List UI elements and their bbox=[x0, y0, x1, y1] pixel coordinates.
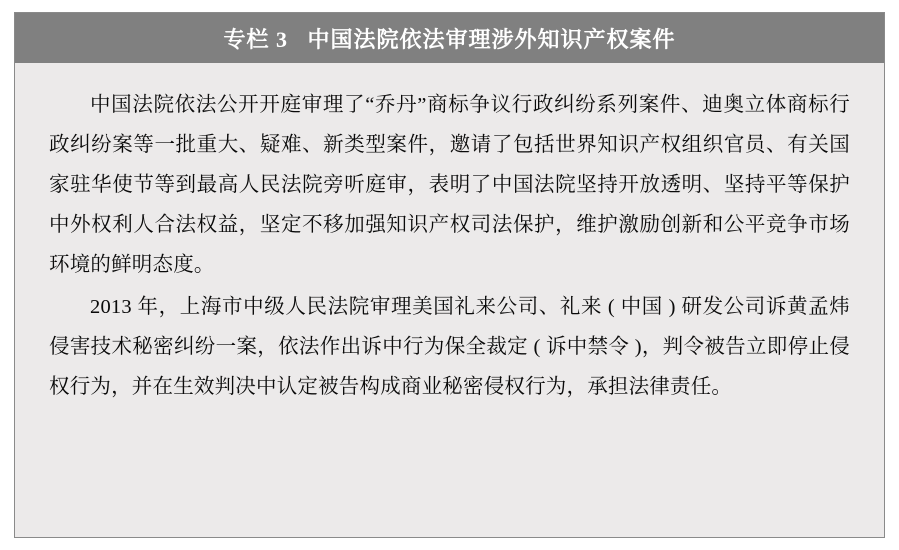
callout-box-body bbox=[15, 63, 884, 537]
paragraph-1: 中国法院依法公开开庭审理了“乔丹”商标争议行政纠纷系列案件、迪奥立体商标行政纠纷案等一批重大、疑难、新类型案件，邀请了包括世界知识产权组织官员、有关国家驻华使节等到最高人民法院旁听庭审，表明了中国法院坚持开放透明、坚持平等保护中外权利人合法权益，坚定不移加强知识产权司法保护，维护激励创新和公平竞争市场环境的鲜明态度。 bbox=[49, 94, 850, 276]
paragraph-2: 2013 年，上海市中级人民法院审理美国礼来公司、礼来 ( 中国 ) 研发公司诉黄孟炜侵害技术秘密纠纷一案，依法作出诉中行为保全裁定 ( 诉中禁令 )，判令被告立即停止侵权行为，并在生效判决中认定被告构成商业秘密侵权行为，承担法律责任。 bbox=[49, 296, 850, 398]
callout-box-title: 专栏 3 中国法院依法审理涉外知识产权案件 bbox=[223, 26, 676, 52]
callout-box bbox=[14, 12, 885, 538]
callout-box-header bbox=[15, 13, 884, 63]
